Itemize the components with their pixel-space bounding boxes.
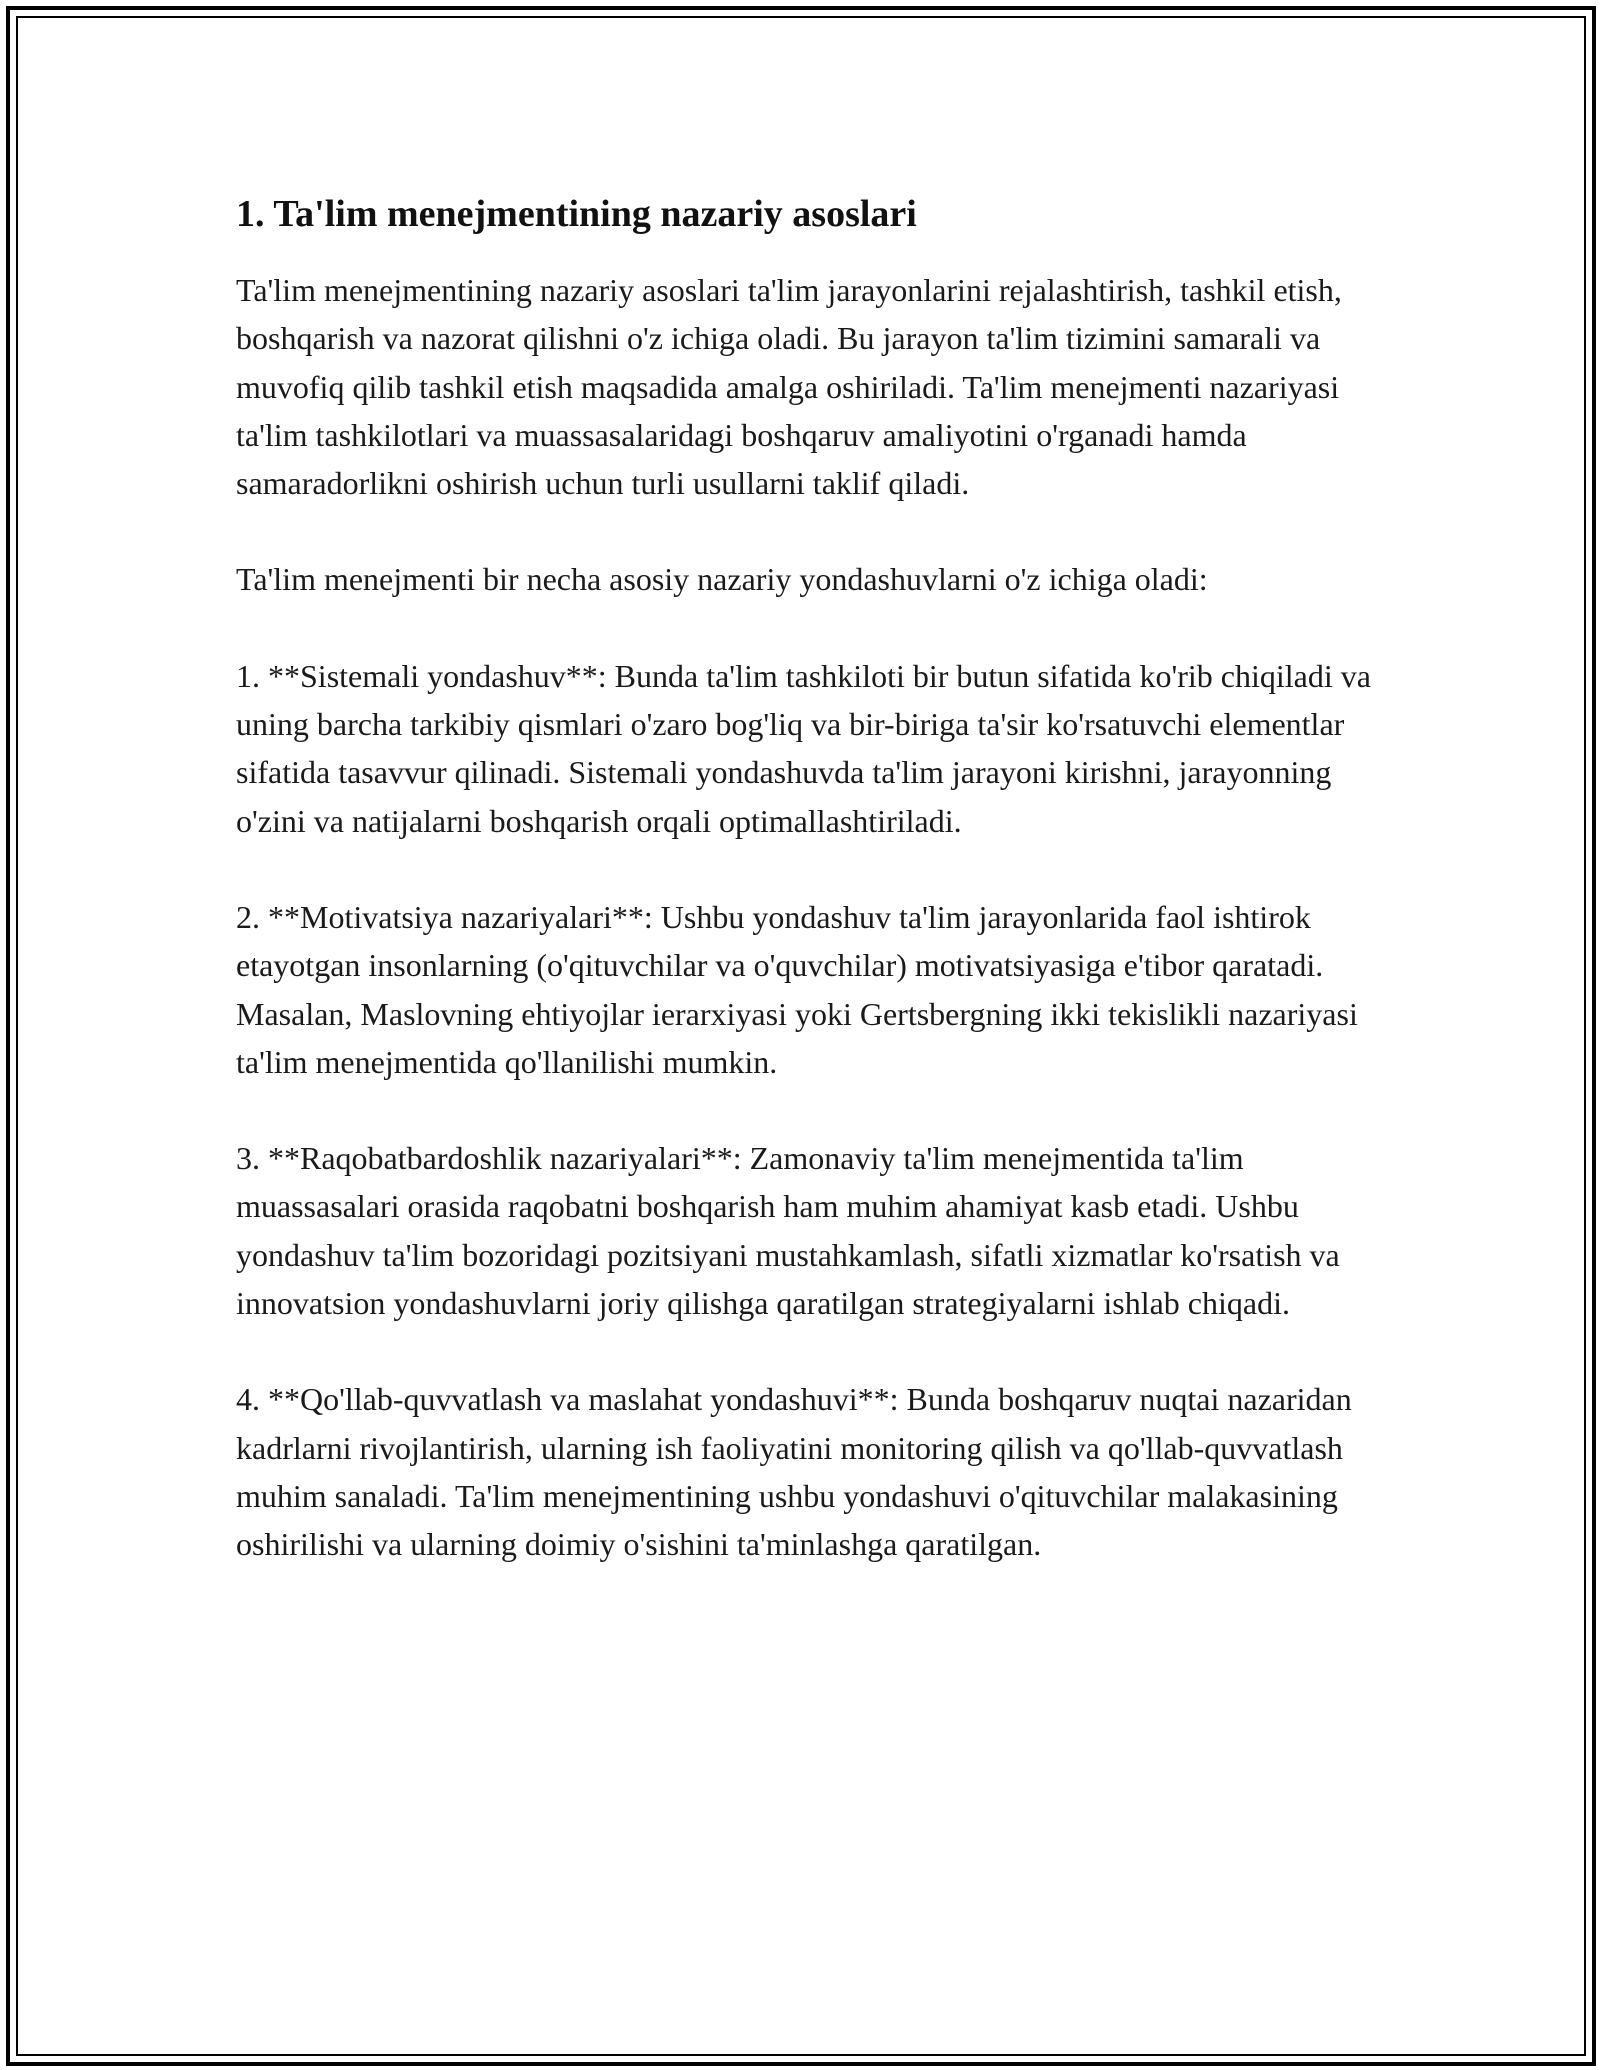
section-heading: 1. Ta'lim menejmentining nazariy asoslari <box>236 193 917 235</box>
document-body <box>236 188 1386 1617</box>
approaches-intro-paragraph: Ta'lim menejmenti bir necha asosiy nazariy yondashuvlarni o'z ichiga oladi: <box>236 561 1208 598</box>
competitiveness-theories-paragraph: 3. **Raqobatbardoshlik nazariyalari**: Zamonaviy ta'lim menejmentida ta'lim muassasalari orasida raqobatni boshqarish ham muhim ahamiyat kasb etadi. Ushbu yondashuv ta'lim bozoridagi pozitsiyani mustahkamlash, sifatli xizmatlar ko'rsatish va innovatsion yondashuvlarni joriy qilishga qaratilgan strategiyalarni ishlab chiqadi. <box>236 1140 1340 1322</box>
motivation-theories-paragraph: 2. **Motivatsiya nazariyalari**: Ushbu yondashuv ta'lim jarayonlarida faol ishtirok etayotgan insonlarning (o'qituvchilar va o'quvchilar) motivatsiyasiga e'tibor qaratadi. Masalan, Maslovning ehtiyojlar ierarxiyasi yoki Gertsbergning ikki tekislikli nazariyasi ta'lim menejmentida qo'llanilishi mumkin. <box>236 898 1358 1080</box>
intro-paragraph: Ta'lim menejmentining nazariy asoslari ta'lim jarayonlarini rejalashtirish, tashkil etish, boshqarish va nazorat qilishni o'z ichiga oladi. Bu jarayon ta'lim tizimini samarali va muvofiq qilib tashkil etish maqsadida amalga oshiriladi. Ta'lim menejmenti nazariyasi ta'lim tashkilotlari va muassasalaridagi boshqaruv amaliyotini o'rganadi hamda samaradorlikni oshirish uchun turli usullarni taklif qiladi. <box>236 272 1342 502</box>
support-consulting-approach-paragraph: 4. **Qo'llab-quvvatlash va maslahat yondashuvi**: Bunda boshqaruv nuqtai nazaridan kadrlarni rivojlantirish, ularning ish faoliyatini monitoring qilish va qo'llab-quvvatlash muhim sanaladi. Ta'lim menejmentining ushbu yondashuvi o'qituvchilar malakasining oshirilishi va ularning doimiy o'sishini ta'minlashga qaratilgan. <box>236 1381 1352 1563</box>
systems-approach-paragraph: 1. **Sistemali yondashuv**: Bunda ta'lim tashkiloti bir butun sifatida ko'rib chiqiladi va uning barcha tarkibiy qismlari o'zaro bog'liq va bir-biriga ta'sir ko'rsatuvchi elementlar sifatida tasavvur qilinadi. Sistemali yondashuvda ta'lim jarayoni kirishni, jarayonning o'zini va natijalarni boshqarish orqali optimallashtiriladi. <box>236 657 1371 839</box>
